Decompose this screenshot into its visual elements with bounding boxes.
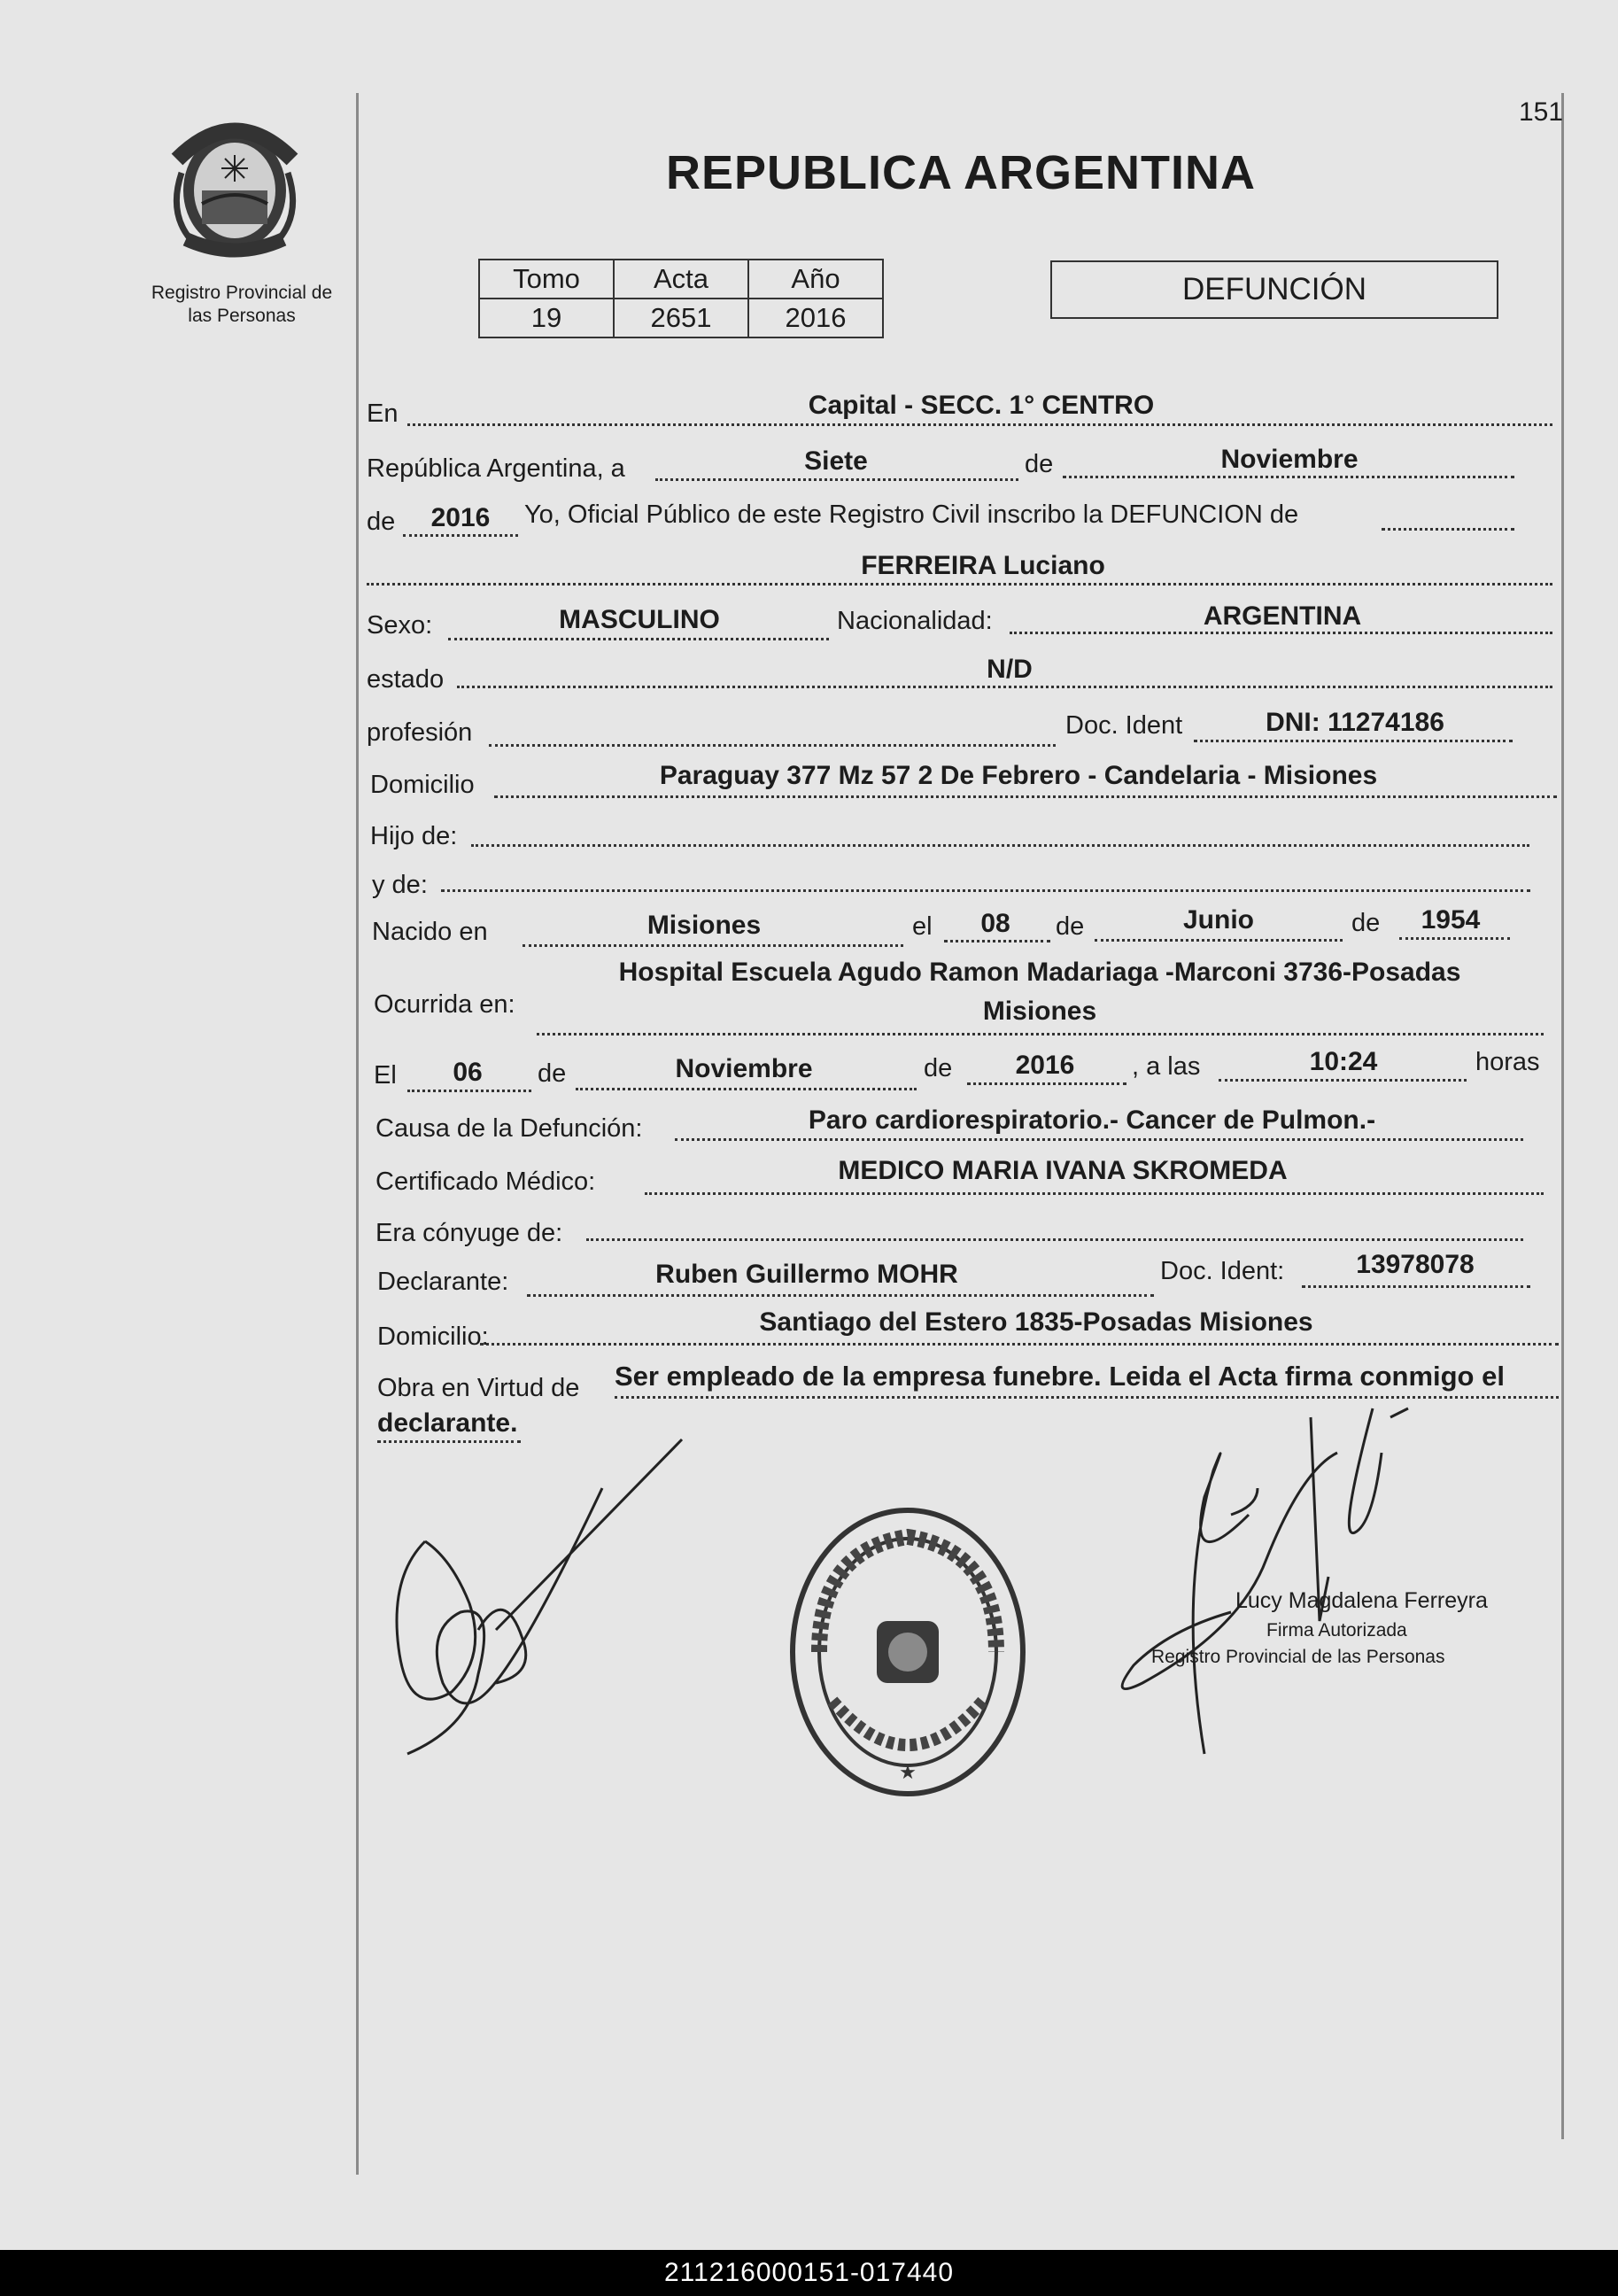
el-label: el (912, 912, 933, 941)
birth-day-line (944, 940, 1050, 942)
left-margin-rule (356, 93, 359, 2175)
declarante-doc-value: 13978078 (1356, 1250, 1475, 1279)
certificado-value: MEDICO MARIA IVANA SKROMEDA (838, 1156, 1288, 1185)
death-de2-label: de (924, 1054, 953, 1082)
nacionalidad-line (1010, 632, 1552, 634)
a-las-label: , a las (1132, 1052, 1201, 1081)
ocurrida-line (537, 1033, 1544, 1036)
el2-label: El (374, 1061, 397, 1090)
day-line (655, 478, 1018, 481)
year-value: 2016 (430, 503, 491, 532)
death-month: Noviembre (675, 1054, 813, 1083)
birth-year-line (1399, 937, 1510, 940)
sexo-line (448, 638, 829, 640)
defuncion-digital-stamp-icon (779, 1497, 1036, 1807)
death-year-line (967, 1082, 1126, 1085)
statement-text: Yo, Oficial Público de este Registro Civil inscribo la DEFUNCION de (524, 500, 1299, 529)
conyuge-line (586, 1238, 1523, 1241)
birth-month-line (1095, 939, 1343, 942)
table-value-ano: 2016 (748, 299, 883, 337)
en-label: En (367, 399, 399, 428)
month-line (1063, 476, 1514, 478)
ocurrida-line2: Misiones (982, 997, 1097, 1026)
obra-value-line2: declarante. (377, 1408, 518, 1438)
birth-de1-label: de (1056, 912, 1085, 941)
death-day-line (407, 1090, 531, 1092)
death-de1-label: de (538, 1059, 567, 1088)
causa-line (675, 1138, 1523, 1141)
de-label: de (1025, 450, 1054, 478)
year-line (403, 534, 518, 537)
domicilio2-label: Domicilio: (377, 1323, 489, 1351)
nacido-line (523, 944, 903, 947)
birth-day: 08 (980, 909, 1010, 938)
registry-label-line1: Registro Provincial de (151, 283, 333, 303)
en-line (407, 423, 1552, 426)
record-number-table (478, 259, 884, 338)
footer-code: 211216000151-017440 (663, 2258, 955, 2287)
causa-label: Causa de la Defunción: (375, 1114, 643, 1143)
profesion-line (489, 744, 1056, 747)
death-month-line (576, 1088, 917, 1090)
right-margin-rule (1561, 93, 1564, 2139)
hijo-label: Hijo de: (370, 822, 458, 850)
estado-line (457, 686, 1552, 688)
y-de-label: y de: (372, 871, 428, 899)
domicilio-label: Domicilio (370, 771, 475, 799)
svg-text:★: ★ (899, 1762, 917, 1784)
table-header-tomo: Tomo (479, 260, 614, 299)
deceased-name-line (367, 583, 1552, 586)
birth-year: 1954 (1421, 905, 1481, 935)
ocurrida-label: Ocurrida en: (374, 990, 515, 1019)
table-value-acta: 2651 (614, 299, 748, 337)
misiones-coat-of-arms-icon (159, 106, 310, 266)
official-org: Registro Provincial de las Personas (1151, 1647, 1445, 1667)
table-value-tomo: 19 (479, 299, 614, 337)
declarante-label: Declarante: (377, 1268, 509, 1296)
obra-label: Obra en Virtud de (377, 1374, 580, 1402)
death-time: 10:24 (1309, 1047, 1378, 1076)
nacionalidad-value: ARGENTINA (1203, 601, 1362, 631)
causa-value: Paro cardiorespiratorio.- Cancer de Pulmon.- (808, 1105, 1376, 1135)
declarante-doc-label: Doc. Ident: (1160, 1257, 1285, 1285)
table-header-ano: Año (748, 260, 883, 299)
birth-de2-label: de (1351, 909, 1381, 937)
page-number: 151 (1519, 97, 1564, 127)
horas-label: horas (1475, 1048, 1540, 1076)
domicilio2-value: Santiago del Estero 1835-Posadas Misiones (759, 1307, 1313, 1337)
doc-ident-label: Doc. Ident (1065, 711, 1183, 740)
document-title: REPUBLICA ARGENTINA (666, 146, 1256, 199)
obra-value-line1: Ser empleado de la empresa funebre. Leida el Acta firma conmigo el (615, 1361, 1505, 1392)
declarante-doc-line (1302, 1285, 1530, 1288)
republica-label: República Argentina, a (367, 454, 625, 483)
profesion-label: profesión (367, 718, 473, 747)
sexo-value: MASCULINO (559, 605, 720, 634)
nacionalidad-label: Nacionalidad: (837, 607, 993, 635)
hijo-line (471, 844, 1529, 847)
registry-label (122, 282, 361, 328)
declarant-signature-icon (390, 1426, 691, 1763)
domicilio2-line (480, 1343, 1559, 1346)
conyuge-label: Era cónyuge de: (375, 1219, 563, 1247)
month-value: Noviembre (1220, 445, 1359, 474)
doc-ident-line (1194, 740, 1513, 742)
death-day: 06 (453, 1058, 483, 1087)
certificado-line (645, 1192, 1544, 1195)
birth-month: Junio (1183, 905, 1254, 935)
estado-label: estado (367, 665, 445, 694)
official-name: Lucy Magdalena Ferreyra (1235, 1588, 1488, 1613)
declarante-value: Ruben Guillermo MOHR (655, 1260, 958, 1289)
obra-line (615, 1396, 1559, 1399)
statement-line (1382, 528, 1514, 531)
record-type-box: DEFUNCIÓN (1050, 260, 1498, 319)
y-de-line (441, 889, 1530, 892)
declarante-line (527, 1294, 1154, 1297)
death-time-line (1219, 1079, 1467, 1082)
deceased-name: FERREIRA Luciano (861, 551, 1105, 580)
nacido-value: Misiones (646, 911, 762, 940)
official-role: Firma Autorizada (1266, 1620, 1407, 1641)
en-value: Capital - SECC. 1° CENTRO (808, 391, 1155, 420)
sexo-label: Sexo: (367, 611, 433, 640)
domicilio-value: Paraguay 377 Mz 57 2 De Febrero - Candelaria - Misiones (659, 761, 1378, 790)
death-year: 2016 (1015, 1051, 1075, 1080)
nacido-label: Nacido en (372, 918, 488, 946)
certificado-label: Certificado Médico: (375, 1167, 596, 1196)
table-header-acta: Acta (614, 260, 748, 299)
day-value: Siete (804, 446, 868, 476)
year-prefix: de (367, 508, 396, 536)
domicilio-line (494, 795, 1557, 798)
registry-label-line2: las Personas (188, 306, 296, 326)
ocurrida-line1: Hospital Escuela Agudo Ramon Madariaga -Marconi 3736-Posadas (618, 958, 1461, 987)
estado-value: N/D (987, 655, 1033, 684)
doc-ident-value: DNI: 11274186 (1266, 708, 1444, 737)
